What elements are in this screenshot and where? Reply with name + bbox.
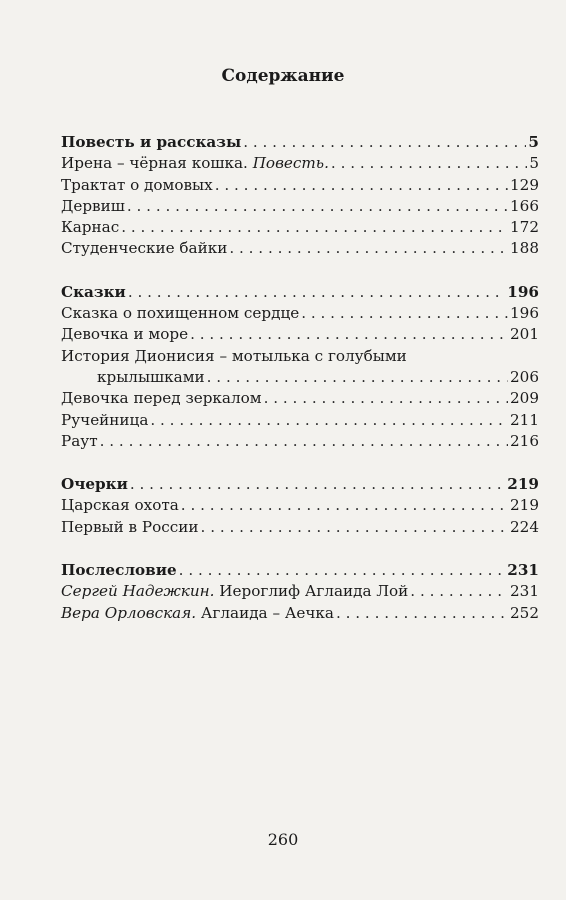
entry-title-text: Аглаида – Аечка — [196, 603, 334, 622]
entry-title: Ручейница — [61, 410, 149, 429]
page-ref: 5 — [529, 154, 539, 173]
toc-section-heading — [61, 474, 539, 495]
entry-author: Сергей Надежкин. — [61, 582, 215, 601]
leader-dots — [179, 560, 506, 581]
entry-title: Сказка о похищенном сердце — [61, 304, 300, 323]
leader-dots — [229, 238, 508, 259]
page-number: 260 — [267, 830, 299, 849]
toc-entry — [61, 517, 539, 538]
entry-title — [61, 581, 408, 602]
entry-author: Вера Орловская. — [61, 603, 197, 622]
toc-entry — [61, 238, 539, 259]
page-ref: 211 — [510, 410, 539, 429]
toc-entry — [61, 153, 539, 174]
section-gap — [61, 538, 539, 560]
leader-dots — [201, 517, 508, 538]
leader-dots — [301, 303, 508, 324]
page-ref: 231 — [507, 561, 539, 580]
entry-title: Раут — [61, 431, 98, 450]
toc-entry — [61, 175, 539, 196]
entry-title: Трактат о домовых — [61, 175, 213, 194]
toc-section-heading — [61, 132, 539, 153]
section-gap — [61, 260, 539, 282]
page-ref: 219 — [507, 475, 539, 494]
page-ref: 129 — [510, 175, 539, 194]
leader-dots — [215, 175, 508, 196]
section-title: Сказки — [61, 282, 126, 301]
page-ref: 172 — [510, 218, 539, 237]
leader-dots — [100, 431, 508, 452]
table-of-contents — [61, 132, 539, 624]
toc-entry — [61, 410, 539, 431]
entry-title: Царская охота — [61, 496, 179, 515]
leader-dots — [128, 282, 505, 303]
entry-title-line1: История Дионисия – мотылька с голубыми — [61, 346, 407, 365]
toc-section-heading — [61, 560, 539, 581]
toc-entry — [61, 431, 539, 452]
toc-section-heading — [61, 282, 539, 303]
entry-title-text: Ирена – чёрная кошка. — [61, 154, 253, 173]
section-title: Послесловие — [61, 561, 177, 580]
entry-title: Девочка и море — [61, 325, 189, 344]
entry-title: Первый в России — [61, 517, 199, 536]
toc-entry — [61, 324, 539, 345]
page-title: Содержание — [221, 66, 345, 86]
page-ref: 196 — [510, 304, 539, 323]
entry-title-text: Иероглиф Аглаида Лой — [214, 582, 409, 601]
leader-dots — [181, 495, 508, 516]
toc-entry — [61, 303, 539, 324]
page-ref: 231 — [510, 582, 539, 601]
toc-entry — [61, 603, 539, 624]
page-ref: 206 — [510, 367, 539, 386]
leader-dots — [130, 474, 505, 495]
toc-entry — [61, 495, 539, 516]
page-ref: 209 — [510, 389, 539, 408]
leader-dots — [336, 603, 508, 624]
leader-dots — [243, 132, 526, 153]
section-title: Повесть и рассказы — [61, 133, 242, 151]
page-ref: 5 — [528, 133, 539, 151]
page-ref: 224 — [510, 517, 539, 536]
leader-dots — [264, 388, 508, 409]
page-ref: 201 — [510, 325, 539, 344]
leader-dots — [127, 196, 508, 217]
leader-dots — [190, 324, 508, 345]
entry-title: Дервиш — [61, 196, 125, 215]
page-ref: 252 — [510, 603, 539, 622]
entry-title: Студенческие байки — [61, 239, 228, 258]
entry-genre: Повесть. — [252, 154, 329, 173]
section-gap — [61, 452, 539, 474]
toc-entry — [61, 367, 539, 388]
entry-title: Девочка перед зеркалом — [61, 389, 262, 408]
page-ref: 216 — [510, 431, 539, 450]
page-ref: 188 — [510, 239, 539, 258]
toc-entry — [61, 581, 539, 602]
leader-dots — [150, 410, 508, 431]
leader-dots — [207, 367, 508, 388]
entry-title — [61, 603, 334, 624]
toc-entry — [61, 196, 539, 217]
page-ref: 166 — [510, 196, 539, 215]
entry-title: Карнас — [61, 218, 120, 237]
entry-title-line2: крылышками — [97, 367, 205, 386]
leader-dots — [410, 581, 508, 602]
toc-entry — [61, 217, 539, 238]
section-title: Очерки — [61, 475, 128, 494]
page-ref: 219 — [510, 496, 539, 515]
leader-dots — [331, 153, 527, 174]
toc-entry — [61, 388, 539, 409]
page-ref: 196 — [507, 282, 539, 301]
entry-title — [61, 153, 329, 174]
leader-dots — [121, 217, 508, 238]
